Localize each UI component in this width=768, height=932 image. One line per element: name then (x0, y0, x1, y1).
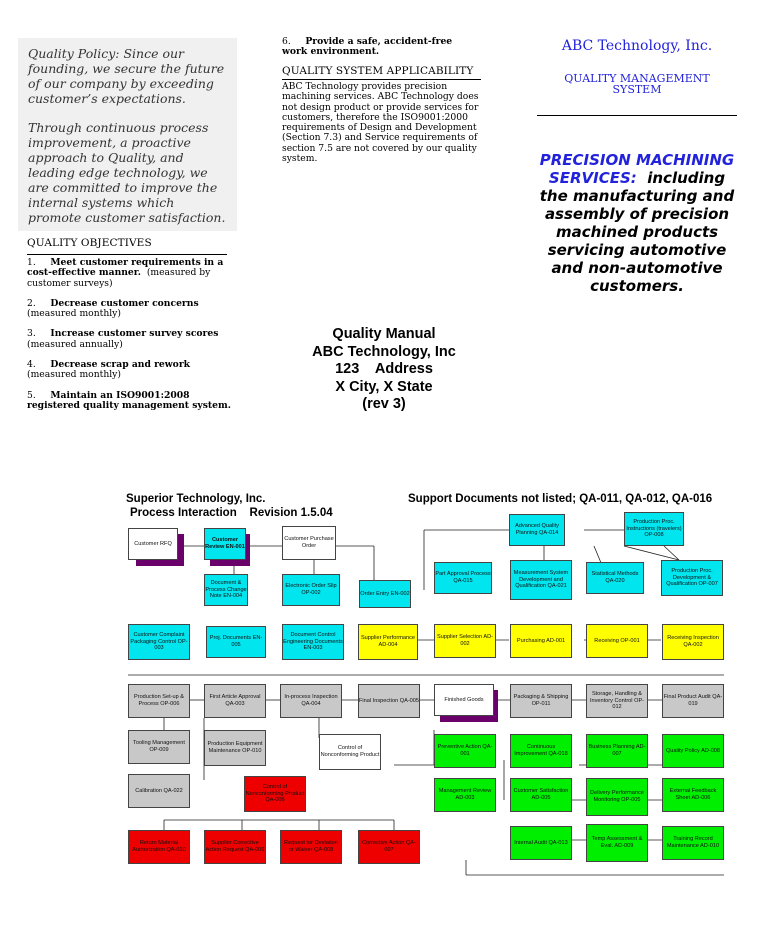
box-storage-handling: Storage, Handling & Inventory Control OP-012 (586, 684, 648, 718)
box-external-feedback: External Feedback Sheet AD-006 (662, 778, 724, 812)
box-management-review: Management Review AD-003 (434, 778, 496, 812)
applicability-text: ABC Technology provides precision machining services. ABC Technology does not design product or provide services for customers, therefore the ISO9001:2000 requirements of Design and Development (Section 7.3) and Service requirements of section 7.5 are not covered by our quality system. (282, 81, 479, 165)
box-supplier-corrective: Supplier Corrective Action Request QA-009 (204, 830, 266, 864)
objectives-rule (27, 254, 227, 255)
box-final-product-audit: Final Product Audit QA-019 (662, 684, 724, 718)
objective-item: 1. Meet customer requirements in a cost-effective manner. (measured by customer surveys) (27, 257, 224, 289)
box-customer-satisfaction: Customer Satisfaction AD-005 (510, 778, 572, 812)
company-name: ABC Technology, Inc. (561, 38, 713, 54)
box-corrective-action: Corrective Action QA-007 (358, 830, 420, 864)
box-receiving: Receiving OP-001 (586, 624, 648, 658)
quality-policy-text: Quality Policy: Since our founding, we secure the future of our company by exceeding customer’s expectations. (28, 46, 225, 106)
box-part-approval: Part Approval Process QA-015 (434, 562, 492, 594)
box-customer-rfq: Customer RFQ (128, 528, 178, 560)
box-business-planning: Business Planning AD-007 (586, 734, 648, 768)
box-measurement-system: Measurement System Development and Qualification QA-021 (510, 560, 572, 600)
box-production-proc-instructions: Production Proc. Instructions (travelers) OP-008 (624, 512, 684, 546)
box-order-entry: Order Entry EN-002 (359, 580, 411, 608)
diagram-support-docs: Support Documents not listed; QA-011, QA-012, QA-016 (408, 493, 713, 505)
box-production-setup: Production Set-up & Process OP-006 (128, 684, 190, 718)
improvement-statement: Through continuous process improvement, a proactive approach to Quality, and leading edge technology, we are committed to improve the internal systems which promote customer satisfaction. (28, 120, 226, 225)
objectives-heading: QUALITY OBJECTIVES (27, 237, 152, 249)
box-finished-goods: Finished Goods (434, 684, 494, 716)
box-preventive-action: Preventive Action QA-001 (434, 734, 496, 768)
objective-item: 2. Decrease customer concerns (measured monthly) (27, 297, 199, 320)
box-calibration: Calibration QA-022 (128, 774, 190, 808)
box-production-equipment: Production Equipment Maintenance OP-010 (204, 730, 266, 766)
objective-item: 3. Increase customer survey scores (measured annually) (27, 328, 219, 350)
quality-policy-box (18, 38, 237, 231)
box-doc-process-change: Document & Process Change Note EN-004 (204, 574, 248, 606)
objective-six: 6. Provide a safe, accident-free work environment. (282, 36, 453, 58)
process-interaction-diagram (124, 490, 728, 878)
diagram-company: Superior Technology, Inc. (126, 493, 266, 505)
box-first-article: First Article Approval QA-003 (204, 684, 266, 718)
box-internal-audit: Internal Audit QA-013 (510, 826, 572, 860)
box-control-nonconforming: Control of Nonconforming Product (319, 734, 381, 770)
box-proj-documents: Proj. Documents EN-005 (206, 626, 266, 658)
box-electronic-order-slip: Electronic Order Slip OP-002 (282, 574, 340, 606)
objective-item: 4. Decrease scrap and rework (measured monthly) (27, 359, 191, 381)
box-purchasing: Purchasing AD-001 (510, 624, 572, 658)
box-statistical-methods: Statistical Methods QA-020 (586, 562, 644, 594)
box-supplier-performance: Supplier Performance AD-004 (358, 624, 418, 660)
box-tooling-management: Tooling Management OP-009 (128, 730, 190, 764)
diagram-subtitle: Process Interaction Revision 1.5.04 (130, 507, 333, 519)
applicability-rule (282, 79, 481, 80)
box-return-material: Return Material Authorization QA-010 (128, 830, 190, 864)
box-in-process-inspection: In-process Inspection QA-004 (280, 684, 342, 718)
precision-statement: PRECISION MACHINING SERVICES: including the manufacturing and assembly of precision machined products servicing automotive and non-automotive customers. (539, 151, 735, 295)
box-customer-review: Customer Review EN-001 (204, 528, 246, 560)
box-advanced-quality-planning: Advanced Quality Planning QA-014 (509, 514, 565, 546)
box-packaging-shipping: Packaging & Shipping OP-011 (510, 684, 572, 718)
quality-manual-title: Quality Manual ABC Technology, Inc 123 Address X City, X State (rev 3) (312, 326, 456, 412)
box-deviation-waiver: Request for Deviation or Waiver QA-008 (280, 830, 342, 864)
box-nonconforming-qa006: Control of Nonconforming Product QA-006 (244, 776, 306, 812)
box-temp-assessment: Temp Assessment & Eval. AD-009 (586, 824, 648, 862)
box-quality-policy: Quality Policy AD-008 (662, 734, 724, 768)
box-training-record: Training Record Maintenance AD-010 (662, 826, 724, 860)
box-final-inspection: Final Inspection QA-005 (358, 684, 420, 718)
applicability-heading: QUALITY SYSTEM APPLICABILITY (282, 65, 474, 77)
box-customer-complaint: Customer Complaint Packaging Control OP-003 (128, 624, 190, 660)
qms-title: QUALITY MANAGEMENT SYSTEM (564, 72, 710, 96)
right-rule (537, 115, 737, 116)
box-supplier-selection: Supplier Selection AD-002 (434, 624, 496, 658)
objective-item: 5. Maintain an ISO9001:2008 registered quality management system. (27, 389, 231, 411)
box-delivery-performance: Delivery Performance Monitoring OP-005 (586, 778, 648, 816)
objectives-list (27, 258, 232, 421)
box-receiving-inspection: Receiving Inspection QA-002 (662, 624, 724, 660)
box-customer-po: Customer Purchase Order (282, 526, 336, 560)
box-production-proc-development: Production Proc. Development & Qualification OP-007 (661, 560, 723, 596)
box-continuous-improvement: Continuous Improvement QA-018 (510, 734, 572, 768)
box-document-control: Document Control Engineering Documents EN-003 (282, 624, 344, 660)
